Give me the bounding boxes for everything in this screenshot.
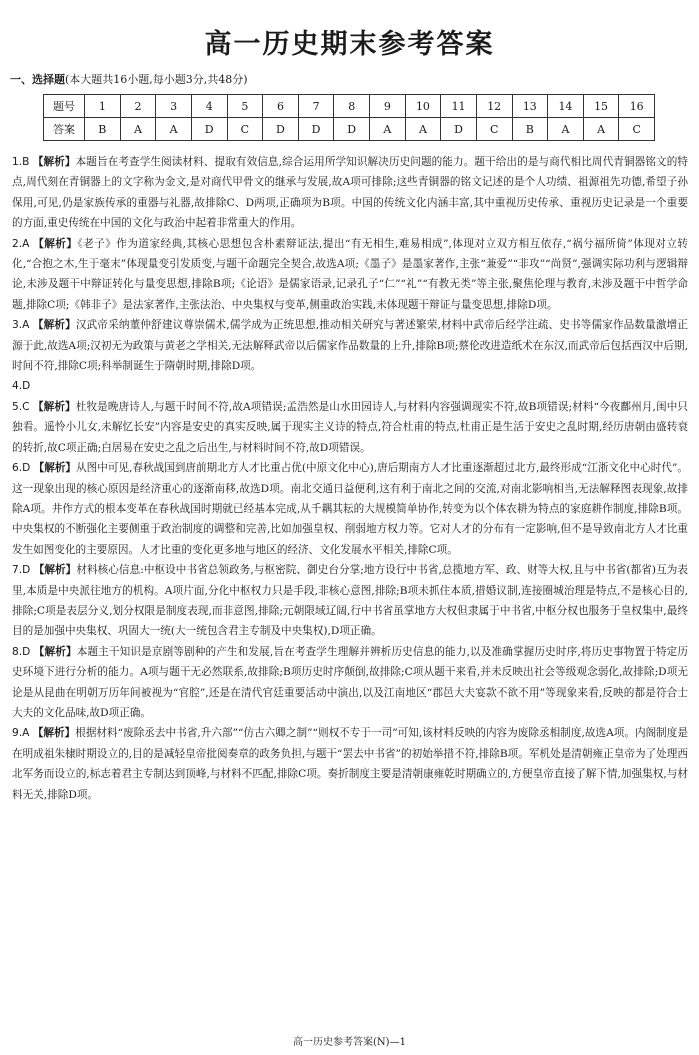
answer-cell: A (120, 118, 156, 141)
item-text: 杜牧是晚唐诗人,与题干时间不符,故A项错误;孟浩然是山水田园诗人,与材料内容强调现实不符,故B项错误;材料“今夜鄜州月,闺中只独看。遥怜小儿女,未解忆长安”内容是安史的真实反映,属于现实主义诗的特点,符合杜甫的特点,杜甫正是生活于安史之乱时期,经历唐朝由盛转衰的转折,故C项正确;白居易在安史之乱之后出生,与材料时间不符,故D项错误。 (12, 400, 688, 454)
item-number: 9.A (12, 727, 30, 740)
number-cell: 15 (583, 95, 619, 118)
row-label-numbers: 题号 (44, 95, 85, 118)
answer-table-number-row (44, 95, 655, 118)
answer-cell: A (548, 118, 584, 141)
number-cell: 4 (191, 95, 227, 118)
analysis-tag: 【解析】 (32, 319, 76, 332)
explanation-item-9 (12, 723, 688, 805)
analysis-tag: 【解析】 (33, 645, 77, 658)
number-cell: 10 (405, 95, 441, 118)
explanation-item-6 (12, 458, 688, 560)
item-number: 2.A (12, 237, 30, 250)
number-cell: 12 (476, 95, 512, 118)
number-cell: 2 (120, 95, 156, 118)
answer-cell: D (441, 118, 477, 141)
explanation-item-5 (12, 397, 688, 458)
section-label: 一、选择题 (10, 73, 65, 86)
answer-cell: C (619, 118, 655, 141)
analysis-tag: 【解析】 (32, 727, 76, 740)
answer-cell: B (85, 118, 121, 141)
page-title: 高一历史期末参考答案 (204, 29, 495, 60)
number-cell: 6 (263, 95, 299, 118)
answer-cell: B (512, 118, 548, 141)
number-cell: 14 (548, 95, 584, 118)
explanation-item-7 (12, 560, 688, 642)
explanation-item-4 (12, 376, 688, 396)
answer-cell: A (405, 118, 441, 141)
answer-cell: C (476, 118, 512, 141)
number-cell: 9 (370, 95, 406, 118)
answer-cell: D (334, 118, 370, 141)
answer-table (43, 94, 655, 141)
answer-cell: A (370, 118, 406, 141)
number-cell: 3 (156, 95, 192, 118)
item-text: 从图中可见,春秋战国到唐前期北方人才比重占优(中原文化中心),唐后期南方人才比重逐渐超过北方,最终形成“江浙文化中心时代”。这一现象出现的核心原因是经济重心的逐渐南移,故选D项。南北交通日益便利,这有利于南北之间的交流,对南北影响相当,无法解释图表现象,故排除A项。井作方式的根本变革在春秋战国时期就已经基本完成,从千耦其耘的大规模简单协作,转变为以个体农耕为特点的家庭耕作制度,排除B项。中央集权的不断强化主要侧重于政治制度的调整和完善,比如加强皇权、削弱地方权力等。它对人才的分布有一定影响,但不是导致南北方人才比重发生如图变化的主要原因。人才比重的变化更多地与地区的经济、文化发展水平相关,排除C项。 (12, 462, 688, 556)
number-cell: 1 (85, 95, 121, 118)
explanation-list (12, 152, 688, 805)
answer-cell: D (263, 118, 299, 141)
answer-cell: C (227, 118, 263, 141)
answer-cell: D (298, 118, 334, 141)
analysis-tag: 【解析】 (33, 462, 77, 475)
analysis-tag: 【解析】 (32, 400, 76, 413)
number-cell: 5 (227, 95, 263, 118)
item-text: 本题主干知识是京剧等剧种的产生和发展,旨在考查学生理解并辨析历史信息的能力,以及准确掌握历史时序,将历史事物置于特定历史环境下进行分析的能力。A项与题干无必然联系,故排除;B项历史时序颠倒,故排除;C项从题干来看,并未反映出社会等级观念弱化,故排除;D项无论是从昆曲在明朝万历年间被视为“官腔”,还是在清代官廷重要活动中演出,以及江南地区“郡邑大夫宴款不欲不用”等现象来看,反映的都是符合士大夫的文化品味,故D项正确。 (12, 645, 689, 719)
item-number: 6.D (12, 462, 31, 475)
item-text: 汉武帝采纳董仲舒建议尊崇儒术,儒学成为正统思想,推动相关研究与著述繁荣,材料中武帝后经学注疏、史书等儒家作品数量激增正源于此,故选A项;汉初无为政策与黄老之学相关,无法解释武帝以后儒家作品数量的上升,排除B项;蔡伦改进造纸术在东汉,而武帝后包括西汉中后期,时间不符,排除C项;科举制诞生于隋朝时期,排除D项。 (12, 319, 688, 373)
item-number: 4.D (12, 380, 31, 393)
explanation-item-8 (12, 642, 688, 724)
answer-cell: A (583, 118, 619, 141)
number-cell: 13 (512, 95, 548, 118)
number-cell: 8 (334, 95, 370, 118)
item-number: 8.D (12, 645, 31, 658)
item-number: 1.B (12, 156, 30, 168)
row-label-answers: 答案 (44, 118, 85, 141)
page-footer: 高一历史参考答案(N)—1 (293, 1037, 406, 1048)
analysis-tag: 【解析】 (33, 237, 78, 250)
answer-table-answer-row (44, 118, 655, 141)
explanation-item-2 (12, 234, 688, 316)
explanation-item-1 (12, 152, 688, 234)
number-cell: 11 (441, 95, 477, 118)
answer-cell: D (191, 118, 227, 141)
analysis-tag: 【解析】 (32, 156, 76, 168)
explanation-item-3 (12, 315, 688, 376)
item-text: 根据材料“废除丞去中书省,升六部”“仿古六卿之制”“则权不专于一司”可知,该材料反映的内容为废除丞相制度,故选A项。内阁制度是在明成祖朱棣时期设立的,目的是减轻皇帝批阅奏章的政务负担,与题干“罢去中书省”的初始举措不符,排除B项。军机处是清朝雍正皇帝为了处理西北军务而设立的,标志着君主专制达到顶峰,与材料不匹配,排除C项。奏折制度主要是清朝康雍乾时期确立的,方便皇帝直接了解下情,加强集权,与材料无关,排除D项。 (12, 727, 688, 801)
item-number: 7.D (12, 564, 31, 577)
item-text: 《老子》作为道家经典,其核心思想包含朴素辩证法,提出“有无相生,难易相成”,体现对立双方相互依存,“祸兮福所倚”体现对立转化,“合抱之木,生于毫末”体现量变引发质变,与题干命题完全契合,故选A项;《墨子》是墨家著作,主张“兼爱”“非攻”“尚贤”,强调实际功利与逻辑辩论,未涉及题干中辩证转化与量变思想,排除B项;《论语》是儒家语录,记录孔子“仁”“礼”“有教无类”等主张,聚焦伦理与教育,未涉及题干中哲学命题,排除C项;《韩非子》是法家著作,主张法治、中央集权与变革,侧重政治实践,未体现题干辩证与量变思想,排除D项。 (12, 237, 689, 311)
section-heading (10, 71, 248, 87)
item-number: 3.A (12, 319, 30, 332)
item-text: 材料核心信息:中枢设中书省总领政务,与枢密院、御史台分掌;地方设行中书省,总揽地方军、政、财等大权,且与中书省(都省)互为表里,本质是中央派往地方的机构。A项片面,分化中枢权力只是手段,非核心意图,排除;B项未抓住本质,措婚议制,连接圈城治理是特点,不是核心目的,排除;C项是表层分义,划分权限是制度表现,而非意图,排除;元朝限域辽阔,行中书省虽掌地方大权但隶属于中书省,中枢分权也服务于皇权集中,最终目的是加强中央集权、巩固大一统(大一统包含君主专制及中央集权),D项正确。 (12, 564, 688, 638)
number-cell: 7 (298, 95, 334, 118)
item-number: 5.C (12, 400, 30, 413)
section-note: (本大题共16小题,每小题3分,共48分) (65, 73, 248, 86)
item-text: 本题旨在考查学生阅读材料、提取有效信息,综合运用所学知识解决历史问题的能力。题干给出的是与商代相比周代青铜器铭文的特点,周代刻在青铜器上的文字称为金文,是对商代甲骨文的继承与发展,故A项可排除;这些青铜器的铭文记述的是个人功绩、祖源祖先功德,希望子孙保用,可见,仍是家族传承的重器与礼器,故排除C、D两项,正确项为B项。中国的传统文化内涵丰富,其中重视历史传承、重视历史记录是一个重要的方面,重史传统在中国的文化与政治中起着非常重大的作用。 (12, 156, 689, 230)
analysis-tag: 【解析】 (33, 564, 77, 577)
answer-cell: A (156, 118, 192, 141)
number-cell: 16 (619, 95, 655, 118)
